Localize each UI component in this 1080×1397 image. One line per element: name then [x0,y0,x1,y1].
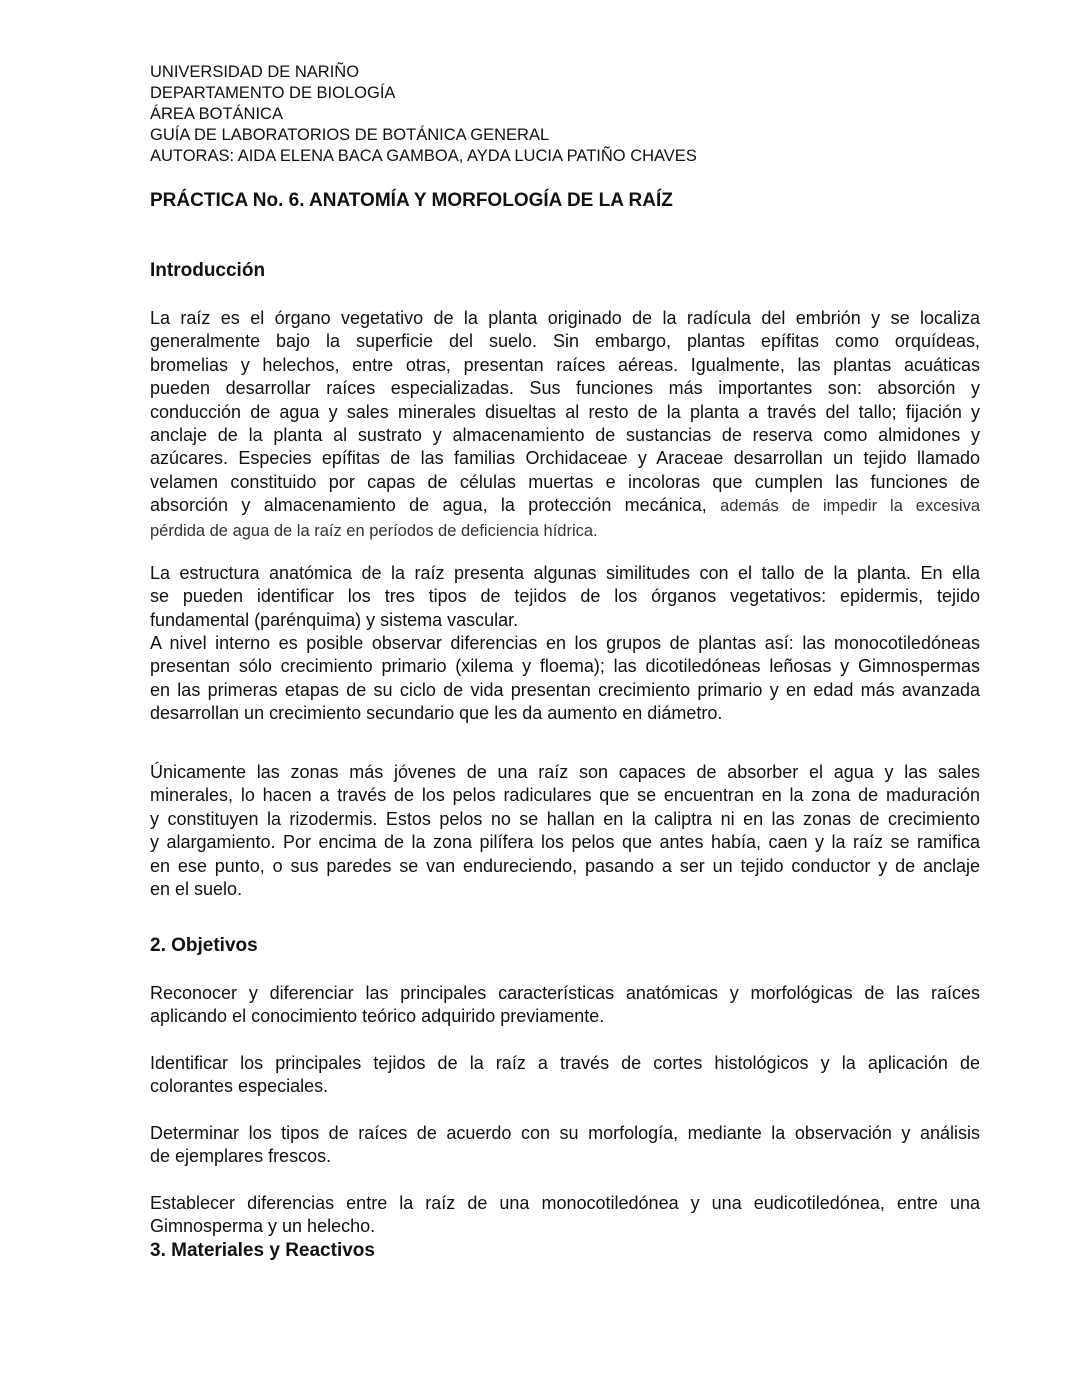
text-line: en ese punto, o sus paredes se van endureciendo, pasando a ser un tejido conductor y de anclaje [150,855,980,876]
intro-paragraph-3 [150,632,980,726]
text-line: en las primeras etapas de su ciclo de vida presentan crecimiento primario y en edad más avanzada [150,679,980,700]
text-line: bromelias y helechos, entre otras, presentan raíces aéreas. Igualmente, las plantas acuáticas [150,354,980,375]
section-heading-materiales: 3. Materiales y Reactivos [150,1240,375,1261]
text-line: desarrollan un crecimiento secundario que les da aumento en diámetro. [150,703,723,724]
text-line: pueden desarrollar raíces especializadas. Sus funciones más importantes son: absorción y [150,378,980,399]
text-line: de ejemplares frescos. [150,1146,332,1167]
text-line: anclaje de la planta al sustrato y almacenamiento de sustancias de reserva como almidones y [150,425,980,446]
text-line: y constituyen la rizodermis. Estos pelos no se hallan en la caliptra ni en las zonas de crecimiento [150,808,980,829]
text-line: aplicando el conocimiento teórico adquirido previamente. [150,1006,605,1027]
text-line: y alargamiento. Por encima de la zona pilífera los pelos que antes había, caen y la raíz se ramifica [150,832,980,853]
document-header [150,62,980,167]
objective-1 [150,982,980,1029]
header-line: UNIVERSIDAD DE NARIÑO [150,63,360,81]
text-line [150,519,980,543]
text-line: La estructura anatómica de la raíz presenta algunas similitudes con el tallo de la planta. En ella [150,563,980,583]
text-segment: absorción y almacenamiento de agua, la protección mecánica, [150,495,721,516]
objective-2 [150,1052,980,1099]
text-line: Reconocer y diferenciar las principales características anatómicas y morfológicas de las raíces [150,983,980,1003]
section-heading-objetivos: 2. Objetivos [150,935,258,956]
text-line: azúcares. Especies epífitas de las familias Orchidaceae y Araceae desarrollan un tejido llamado [150,448,980,469]
text-line: fundamental (parénquima) y sistema vascular. [150,609,519,630]
header-line: DEPARTAMENTO DE BIOLOGÍA [150,84,396,102]
text-segment: además de impedir la excesiva [720,497,980,516]
text-line: minerales, lo hacen a través de los pelos radiculares que se encuentran en la zona de maduración [150,785,980,806]
text-line: conducción de agua y sales minerales disueltas al resto de la planta a través del tallo; fijación y [150,401,980,422]
text-segment: pérdida de agua de la raíz en períodos de deficiencia hídrica. [150,521,598,540]
text-line: A nivel interno es posible observar diferencias en los grupos de plantas así: las monocotiledóneas [150,633,980,653]
text-line [150,494,980,518]
text-line: se pueden identificar los tres tipos de tejidos de los órganos vegetativos: epidermis, tejido [150,586,980,607]
section-heading-introduccion: Introducción [150,260,266,281]
intro-paragraph-1 [150,307,980,543]
text-line: Identificar los principales tejidos de la raíz a través de cortes histológicos y la aplicación de [150,1053,980,1073]
text-line: Determinar los tipos de raíces de acuerdo con su morfología, mediante la observación y análisis [150,1123,980,1143]
text-line: colorantes especiales. [150,1076,329,1097]
text-line: Establecer diferencias entre la raíz de una monocotiledónea y una eudicotiledónea, entre una [150,1193,980,1213]
text-line: La raíz es el órgano vegetativo de la planta originado de la radícula del embrión y se localiza [150,308,980,328]
objective-3 [150,1122,980,1169]
text-line: velamen constituido por capas de células muertas e incoloras que cumplen las funciones de [150,471,980,492]
intro-paragraph-2 [150,562,980,632]
objective-4 [150,1192,980,1239]
intro-paragraph-4 [150,761,980,901]
text-line: Gimnosperma y un helecho. [150,1216,376,1237]
practice-title: PRÁCTICA No. 6. ANATOMÍA Y MORFOLOGÍA DE LA RAÍZ [150,190,673,211]
text-line: Únicamente las zonas más jóvenes de una raíz son capaces de absorber el agua y las sales [150,762,980,782]
text-line: generalmente bajo la superficie del suelo. Sin embargo, plantas epífitas como orquídeas, [150,331,980,352]
header-line: ÁREA BOTÁNICA [150,105,283,123]
text-line: presentan sólo crecimiento primario (xilema y floema); las dicotiledóneas leñosas y Gimnospermas [150,656,980,677]
header-line: AUTORAS: AIDA ELENA BACA GAMBOA, AYDA LUCIA PATIÑO CHAVES [150,147,697,165]
text-line: en el suelo. [150,879,243,900]
header-line: GUÍA DE LABORATORIOS DE BOTÁNICA GENERAL [150,126,550,144]
